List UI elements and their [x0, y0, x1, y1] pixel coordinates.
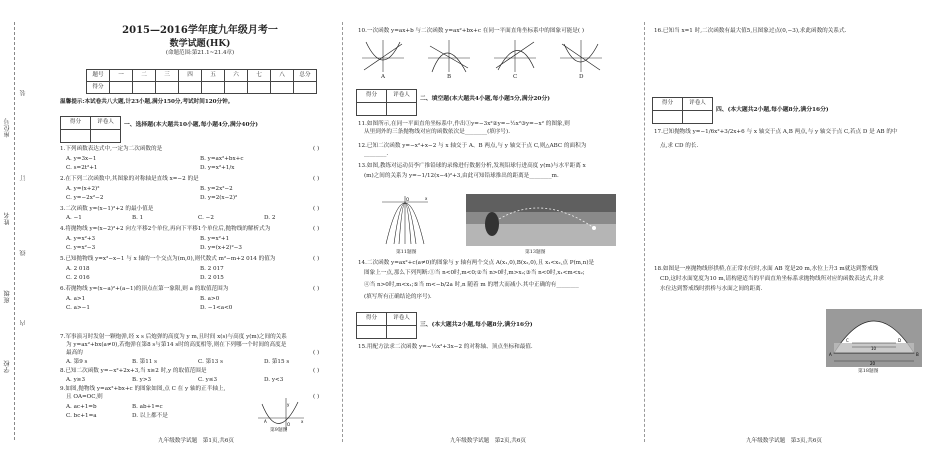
svg-text:x: x — [425, 196, 428, 201]
score-entry-cell[interactable] — [133, 82, 156, 94]
answer-paren: ( ) — [313, 206, 320, 212]
section-heading-3: 三、(本大题共2小题,每小题8分,满分16分) — [420, 322, 533, 328]
label-d: D — [898, 338, 902, 343]
figure-13-caption: 第13题图 — [525, 250, 546, 255]
svg-text:A: A — [264, 419, 267, 424]
binding-word: 线 — [20, 250, 27, 256]
label-width-10: 10 — [871, 346, 877, 351]
reviewer-cell-label: 评卷人 — [387, 313, 417, 326]
option-c: C. s=2t²+1 — [66, 165, 98, 171]
section-heading-4: 四、(本大题共2小题,每小题8分,满分16分) — [716, 107, 829, 113]
question-17-line1: 17.已知抛物线 y=−1/6x²+3/2x+6 与 x 轴交于点 A,B 两点,与 y 轴交于点 C,若点 D 是 AB 的中 — [654, 129, 898, 135]
question-9-line2: 且 OA=OC,则 — [66, 394, 103, 400]
exam-title: 2015—2016学年度九年级月考一 — [122, 25, 278, 36]
score-entry-cell[interactable] — [202, 82, 225, 94]
graph-d — [558, 38, 604, 74]
question-14-line1: 14.二次函数 y=ax²+c(a≠0)的图象与 y 轴有两个交点 A(x₁,0),B(x₂,0),且 x₁<x₂,点 P(m,n)是 — [358, 260, 595, 266]
question-18-line2: CD,这时水面宽度为10 m,请构建适当的平面直角坐标系求抛物线所对应的函数表达式,并求 — [660, 276, 884, 282]
question-11-line2: 从里到外的三条抛物线对应的函数依次是________(填序号). — [364, 129, 510, 135]
score-table-header-row — [87, 70, 317, 82]
score-entry-cell[interactable] — [271, 82, 294, 94]
option-c: C. y=x²−3 — [66, 245, 96, 251]
score-header-cell: 二 — [133, 70, 156, 82]
grader-box — [652, 97, 713, 124]
reviewer-cell-label: 评卷人 — [683, 98, 713, 111]
option-a: A. y=3x−1 — [66, 156, 97, 162]
answer-paren: ( ) — [313, 350, 320, 356]
option-a: A. ac+1=b — [66, 404, 97, 410]
score-header-cell: 一 — [110, 70, 133, 82]
option-d: D. −1<a<0 — [200, 305, 233, 311]
question-7-line1: 7.军事演习时发射一颗炮弹,经 x s 后炮弹的高度为 y m,且时间 x(s)与高度 y(m)之间的关系 — [60, 334, 287, 340]
seat-number-label: 座位号 — [4, 118, 11, 138]
score-header-cell: 题号 — [87, 70, 110, 82]
page-1-footer: 九年级数学试题 第1页,共6页 — [158, 438, 235, 444]
question-17-line2: 点,求 CD 的长. — [660, 143, 699, 149]
score-header-cell: 总分 — [294, 70, 317, 82]
question-14-line3: ④当 n>0时,m<x₁;⑤当 m<−b/2a 时,n 随着 m 的增大而减小.其中正确的有________ — [364, 282, 579, 288]
page-3-footer: 九年级数学试题 第3页,共6页 — [746, 438, 823, 444]
score-table-score-row — [87, 82, 317, 94]
option-a: A. y≥3 — [66, 377, 86, 383]
option-d: D. y<3 — [264, 377, 284, 383]
option-d: D. y=(x+2)²−3 — [200, 245, 242, 251]
label-b: B — [916, 352, 919, 357]
label-width-20: 20 — [870, 361, 876, 366]
class-label: 班级 — [4, 290, 11, 303]
score-table — [86, 69, 317, 94]
score-cell[interactable] — [357, 326, 387, 339]
option-c: C. 2 016 — [66, 275, 90, 281]
grader-box — [60, 116, 121, 143]
score-header-cell: 四 — [179, 70, 202, 82]
option-c: C. a>−1 — [66, 305, 90, 311]
option-c: C. y≤3 — [198, 377, 218, 383]
score-cell-label: 得分 — [653, 98, 683, 111]
graph-label-d: D — [579, 74, 584, 80]
answer-paren: ( ) — [313, 256, 320, 262]
question-13-line2: (m)之间的关系为 y=−1/12(x−4)²+3,由此可知铅球推出的距离是________m. — [364, 173, 559, 179]
option-b: B. ab+1=c — [132, 404, 163, 410]
score-header-cell: 八 — [271, 70, 294, 82]
option-b: B. 1 — [132, 215, 144, 221]
binding-word: 订 — [20, 175, 27, 181]
svg-text:O: O — [287, 422, 291, 427]
section-heading-1: 一、选择题(本大题共10小题,每小题4分,满分40分) — [124, 122, 259, 128]
exam-subtitle: 数学试题(HK) — [169, 38, 231, 49]
question-13-line1: 13.如图,教练对运动员李广推铅球的录像进行数据分析,发现铅球行进高度 y(m)与水平距离 x — [358, 163, 586, 169]
question-7-line3: 最高的 — [66, 350, 83, 356]
figure-18-arch-bridge — [826, 309, 922, 367]
page-divider — [644, 22, 645, 442]
notice-text: 温馨提示:本试卷共八大题,计23小题,满分150分,考试时间120分钟。 — [60, 99, 234, 105]
option-b: B. a>0 — [200, 296, 220, 302]
score-header-cell: 七 — [248, 70, 271, 82]
question-18-line1: 18.如图是一座抛物线形拱桥,在正常水位时,水面 AB 宽是20 m,水位上升3 m就达到警戒线 — [654, 266, 879, 272]
school-label: 学校 — [4, 360, 11, 373]
score-header-cell: 五 — [202, 70, 225, 82]
svg-text:O: O — [406, 197, 410, 202]
question-15: 15.用配方法求二次函数 y=−½x²+3x−2 的对称轴、顶点坐标和最值. — [358, 344, 533, 350]
score-entry-cell[interactable] — [225, 82, 248, 94]
reviewer-cell[interactable] — [683, 111, 713, 124]
option-a: A. 2 018 — [66, 266, 90, 272]
question-12-line1: 12.已知二次函数 y=−x²+x−2 与 x 轴交于 A、B 两点,与 y 轴交于点 C,则△ABC 的面积为 — [358, 143, 587, 149]
reviewer-cell[interactable] — [387, 326, 417, 339]
question-9-line1: 9.如图,抛物线 y=ax²+bx+c 的图象如图,点 C 在 y 轴的正半轴上, — [60, 386, 226, 392]
answer-paren: ( ) — [313, 394, 320, 400]
page-divider — [342, 22, 343, 442]
score-row-label: 得分 — [87, 82, 110, 94]
option-b: B. y>3 — [132, 377, 152, 383]
graph-c — [492, 38, 538, 74]
option-c: C. −2 — [198, 215, 214, 221]
figure-18-caption: 第18题图 — [858, 369, 879, 374]
option-a: A. y=x²+3 — [66, 236, 96, 242]
figure-9-caption: 第9题图 — [270, 428, 288, 433]
question-1: 1.下列函数表达式中,一定为二次函数的是 — [60, 146, 163, 152]
exam-range: (命题范围:第21.1~21.4章) — [165, 49, 235, 56]
label-c: C — [846, 338, 849, 343]
option-c: C. bc+1=a — [66, 413, 97, 419]
question-4: 4.将抛物线 y=(x−2)²+2 向左平移2个单位,再向下平移1个单位后,抛物线的解析式为 — [60, 226, 271, 232]
option-b: B. y=2x²−2 — [200, 186, 233, 192]
svg-text:y: y — [287, 402, 290, 407]
score-entry-cell[interactable] — [294, 82, 317, 94]
question-2: 2.在下列二次函数中,其图象的对称轴是直线 x=−2 的是 — [60, 176, 199, 182]
option-d: D. 第15 s — [264, 359, 290, 365]
option-d: D. 以上都不是 — [132, 413, 168, 419]
score-entry-cell[interactable] — [179, 82, 202, 94]
label-a: A — [829, 352, 832, 357]
option-b: B. 第11 s — [132, 359, 158, 365]
graph-label-c: C — [513, 74, 518, 80]
score-entry-cell[interactable] — [248, 82, 271, 94]
score-cell-label: 得分 — [357, 90, 387, 103]
score-cell[interactable] — [653, 111, 683, 124]
option-c: C. y=−2x²−2 — [66, 195, 104, 201]
option-d: D. 2 — [264, 215, 276, 221]
answer-paren: ( ) — [313, 176, 320, 182]
option-b: B. y=ax²+bx+c — [200, 156, 244, 162]
score-header-cell: 六 — [225, 70, 248, 82]
question-14-line2: 图象上一点,那么下列判断:①当 n<0时,m<0;②当 n>0时,m>x₂;③当 n<0时,x₁<m<x₂; — [364, 270, 585, 276]
answer-paren: ( ) — [313, 368, 320, 374]
option-a: A. a>1 — [66, 296, 86, 302]
name-label: 姓名 — [4, 212, 11, 225]
page-2-footer: 九年级数学试题 第2页,共6页 — [450, 438, 527, 444]
score-entry-cell[interactable] — [110, 82, 133, 94]
reviewer-cell-label: 评卷人 — [387, 90, 417, 103]
question-8: 8.已知二次函数 y=−x²+2x+3,当 x≥2 时,y 的取值范围是 — [60, 368, 207, 374]
binding-line — [14, 22, 15, 440]
svg-text:x: x — [301, 419, 304, 424]
option-a: A. 第9 s — [66, 359, 88, 365]
binding-word: 内 — [20, 320, 27, 326]
section-heading-2: 二、填空题(本大题共4小题,每小题5分,满分20分) — [420, 96, 551, 102]
option-a: A. −1 — [66, 215, 82, 221]
option-b: B. y=x²+1 — [200, 236, 230, 242]
binding-word: 装 — [20, 90, 27, 96]
graph-label-b: B — [447, 74, 452, 80]
graph-label-a: A — [381, 74, 386, 80]
reviewer-cell-label: 评卷人 — [91, 117, 121, 130]
question-3: 3.二次函数 y=(x−1)²+2 的最小值是 — [60, 206, 154, 212]
option-b: B. 2 017 — [200, 266, 224, 272]
figure-9-parabola — [256, 396, 306, 432]
reviewer-cell[interactable] — [387, 103, 417, 116]
score-cell[interactable] — [61, 130, 91, 143]
graph-b — [426, 38, 472, 74]
question-7-line2: 为 y=ax²+bx(a≠0),若炮弹在第8 s与第14 s时的高度相等,则在下列哪一个时间的高度是 — [66, 342, 287, 348]
answer-paren: ( ) — [313, 146, 320, 152]
question-12-line2: ________. — [364, 151, 389, 157]
score-entry-cell[interactable] — [156, 82, 179, 94]
graph-a — [360, 38, 406, 74]
question-14-line4: (填写所有正确结论的序号). — [364, 294, 432, 300]
reviewer-cell[interactable] — [91, 130, 121, 143]
option-d: D. 2 015 — [200, 275, 224, 281]
question-16: 16.已知当 x=1 时,二次函数有最大值5,且图象过点(0,−3),求此函数的关系式. — [654, 28, 847, 34]
option-d: D. y=2(x−2)² — [200, 195, 238, 201]
exam-header — [60, 24, 340, 57]
figure-11-caption: 第11题图 — [396, 250, 417, 255]
question-6: 6.若抛物线 y=(x−a)²+(a−1)的顶点在第一象限,则 a 的取值范围为 — [60, 286, 229, 292]
option-d: D. y=x²+1/x — [200, 165, 235, 171]
question-11-line1: 11.如图所示,在同一平面直角坐标系中,作出①y=−3x²②y=−½x²③y=−x² 的图象,则 — [358, 121, 570, 127]
figure-11-parabolas — [380, 194, 430, 246]
figure-13-shotput-photo — [466, 194, 616, 246]
binding-strip — [0, 0, 52, 458]
score-cell-label: 得分 — [357, 313, 387, 326]
question-10: 10.一次函数 y=ax+b 与二次函数 y=ax²+bx+c 在同一平面直角坐标系中的图象可能是( ) — [358, 28, 585, 34]
grader-box — [356, 312, 417, 339]
answer-paren: ( ) — [313, 226, 320, 232]
question-5: 5.已知抛物线 y=x²−x−1 与 x 轴的一个交点为(m,0),则代数式 m²−m+2 014 的值为 — [60, 256, 276, 262]
option-c: C. 第13 s — [198, 359, 223, 365]
option-a: A. y=(x+2)² — [66, 186, 100, 192]
score-header-cell: 三 — [156, 70, 179, 82]
score-cell[interactable] — [357, 103, 387, 116]
answer-paren: ( ) — [313, 286, 320, 292]
grader-box — [356, 89, 417, 116]
question-10-graphs — [360, 38, 600, 84]
score-cell-label: 得分 — [61, 117, 91, 130]
question-18-line3: 水位达到警戒线时拱桥与水面之间的距离. — [660, 286, 763, 292]
